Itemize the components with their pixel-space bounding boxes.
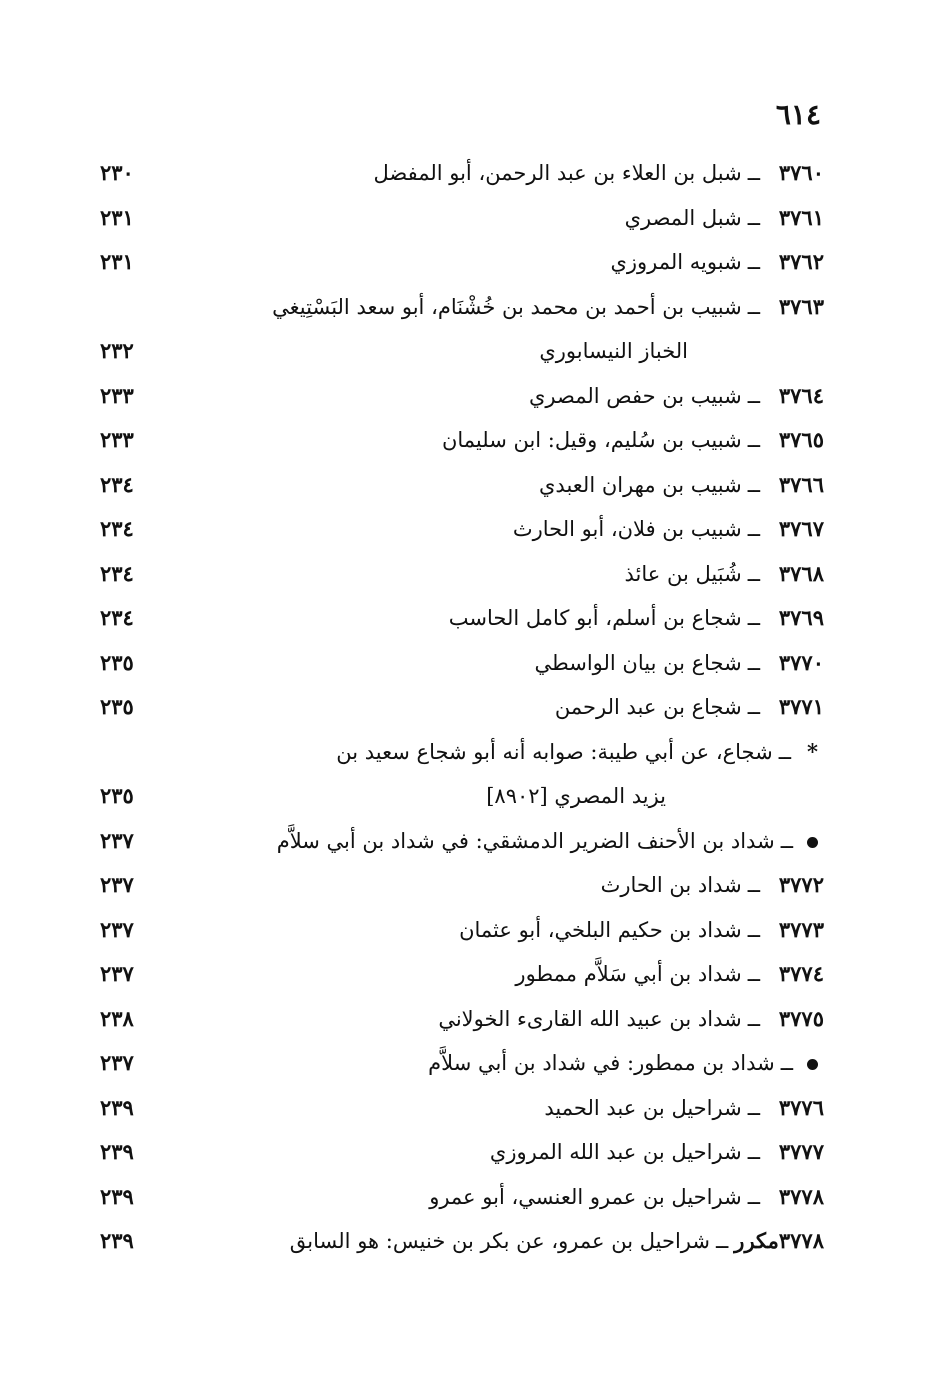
page-reference: ٢٣٧ <box>100 872 134 897</box>
page-number: ٦١٤ <box>775 98 821 131</box>
entry-dash: ــ <box>747 250 760 274</box>
entry-dash: ــ <box>780 828 793 853</box>
entry-dash: ــ <box>747 695 760 719</box>
asterisk-mark: * <box>807 738 818 764</box>
entry-text-line <box>94 603 824 633</box>
entry-dash: ــ <box>747 873 760 897</box>
entry-number: ٣٧٧١ <box>778 694 824 719</box>
index-row <box>0 1089 936 1134</box>
entry-dash: ــ <box>747 962 760 986</box>
entry-text-line <box>94 870 824 900</box>
entry-dash: ــ <box>747 1095 760 1120</box>
page-reference: ٢٣٣ <box>100 427 134 452</box>
entry-dash: ــ <box>747 606 760 630</box>
entry-text-line <box>94 648 824 678</box>
entry-dash: ــ <box>747 428 760 452</box>
entry-number: ٣٧٦٤ <box>778 382 824 408</box>
page-reference: ٢٣٨ <box>100 1005 134 1031</box>
page-reference: ٢٣٧ <box>100 961 134 986</box>
entry-number: ٣٧٦٣ <box>778 293 824 319</box>
entry-number: ٣٧٦٠ <box>778 160 824 185</box>
index-row <box>0 599 936 644</box>
index-row <box>0 644 936 689</box>
entry-text-line <box>94 1093 824 1123</box>
entry-dash: ــ <box>747 1184 760 1209</box>
entry-name: شبيب بن سُليم، وقيل: ابن سليمان <box>441 428 742 452</box>
entry-text-line <box>94 737 824 767</box>
entry-dash: ــ <box>747 1006 760 1031</box>
index-row <box>0 688 936 733</box>
entry-dash: ــ <box>747 205 760 230</box>
entry-dash: ــ <box>747 517 760 541</box>
entry-name: شجاع بن عبد الرحمن <box>554 695 742 719</box>
entry-dash: ــ <box>747 294 760 319</box>
entry-text-line <box>94 470 824 500</box>
entry-text-line <box>94 425 824 455</box>
page-reference: ٢٣٧ <box>100 916 134 942</box>
entry-text-line <box>94 915 824 945</box>
index-row <box>0 377 936 422</box>
index-row <box>0 555 936 600</box>
entry-text-line <box>94 203 824 233</box>
entry-dash: ــ <box>747 1140 760 1164</box>
entry-text-line <box>94 1226 824 1256</box>
page-reference: ٢٣٧ <box>100 827 134 853</box>
entry-name: شبيب بن حفص المصري <box>529 383 742 408</box>
entry-number: ٣٧٧٢ <box>778 872 824 897</box>
entry-dash: ــ <box>747 917 760 942</box>
index-row <box>0 288 936 333</box>
entry-name: شداد بن الأحنف الضرير الدمشقي: في شداد بن أبي سلاَّم <box>276 828 775 853</box>
entry-text-line <box>94 826 824 856</box>
entry-text-line <box>94 292 824 322</box>
entry-name: شجاع بن أسلم، أبو كامل الحاسب <box>448 606 742 630</box>
entry-dash: ــ <box>747 161 760 185</box>
entry-name: شبل بن العلاء بن عبد الرحمن، أبو المفضل <box>373 161 742 185</box>
entry-number: ٣٧٦٧ <box>778 516 824 541</box>
page-reference: ٢٣٧ <box>100 1050 134 1075</box>
entry-number: ٣٧٦٩ <box>778 605 824 630</box>
page-reference: ٢٣٩ <box>100 1228 134 1253</box>
entry-number: ٣٧٧٨ <box>778 1183 824 1209</box>
entry-name: شبيب بن مهران العبدي <box>539 472 742 497</box>
entry-name: شبيب بن أحمد بن محمد بن خُشْنَام، أبو سعد البَسْتِيغي <box>272 294 742 319</box>
entry-number: ٣٧٧٥ <box>778 1005 824 1031</box>
page-reference: ٢٣٩ <box>100 1139 134 1164</box>
page-reference: ٢٣١ <box>100 204 134 230</box>
entry-name: شراحيل بن عمرو العنسي، أبو عمرو <box>429 1184 742 1209</box>
entry-number: ٣٧٦٢ <box>778 249 824 274</box>
page-reference: ٢٣٢ <box>100 338 134 363</box>
index-row <box>0 911 936 956</box>
index-row <box>0 332 936 377</box>
entry-text-line <box>94 959 824 989</box>
entry-text-line <box>94 559 824 589</box>
entry-number: ٣٧٧٦ <box>778 1094 824 1120</box>
entry-name: شداد بن عبيد الله القارىء الخولاني <box>438 1006 742 1031</box>
index-row <box>0 421 936 466</box>
index-row <box>0 199 936 244</box>
entry-text-line <box>94 247 824 277</box>
index-row <box>0 1178 936 1223</box>
page-reference: ٢٣٤ <box>100 516 134 541</box>
entry-dash: ــ <box>780 1051 793 1075</box>
entry-continuation: الخباز النيسابوري <box>539 339 688 363</box>
entry-text-line <box>94 1182 824 1212</box>
page-reference: ٢٣٥ <box>100 694 134 719</box>
entry-text-line <box>94 692 824 722</box>
entry-name: شراحيل بن عبد الحميد <box>544 1095 742 1120</box>
index-row <box>0 1044 936 1089</box>
entry-dash: ــ <box>715 1229 729 1253</box>
entry-continuation: يزيد المصري [٨٩٠٢] <box>486 784 666 808</box>
entry-text-line <box>94 1004 824 1034</box>
index-row <box>0 955 936 1000</box>
entry-number: ٣٧٦٦ <box>778 471 824 497</box>
entry-number: ٣٧٧٣ <box>778 916 824 942</box>
index-row <box>0 1000 936 1045</box>
entry-text-line <box>94 381 824 411</box>
entry-text-line <box>94 158 824 188</box>
page-reference: ٢٣١ <box>100 249 134 274</box>
index-row <box>0 243 936 288</box>
page-reference: ٢٣٩ <box>100 1094 134 1120</box>
page-reference: ٢٣٤ <box>100 605 134 630</box>
entry-name: شبويه المروزي <box>610 250 742 274</box>
bullet-icon <box>807 837 818 848</box>
entry-name: شُبَيل بن عائذ <box>624 561 742 586</box>
page-reference: ٢٣٩ <box>100 1183 134 1209</box>
entry-name: شجاع بن بيان الواسطي <box>534 650 742 675</box>
page-reference: ٢٣٠ <box>100 160 134 185</box>
index-row <box>0 154 936 199</box>
page-reference: ٢٣٥ <box>100 649 134 675</box>
entry-name: شراحيل بن عبد الله المروزي <box>489 1140 742 1164</box>
entry-text-line <box>94 514 824 544</box>
entry-number: ٣٧٦٨ <box>778 560 824 586</box>
index-row <box>0 1222 936 1267</box>
entry-name: شداد بن ممطور: في شداد بن أبي سلاَّم <box>428 1051 775 1075</box>
index-list <box>0 154 936 1267</box>
index-row <box>0 822 936 867</box>
entry-text-line <box>94 1048 824 1078</box>
entry-name: شبيب بن فلان، أبو الحارث <box>512 517 742 541</box>
entry-number: ٣٧٧٤ <box>778 961 824 986</box>
entry-number: ٣٧٧٨مكرر <box>734 1228 824 1253</box>
index-row <box>0 866 936 911</box>
entry-number: ٣٧٦٥ <box>778 427 824 452</box>
page-reference: ٢٣٥ <box>100 783 134 808</box>
bullet-icon <box>807 1059 818 1070</box>
entry-name: شداد بن حكيم البلخي، أبو عثمان <box>459 917 742 942</box>
entry-number: ٣٧٧٠ <box>778 649 824 675</box>
index-row <box>0 733 936 778</box>
entry-name: شداد بن أبي سَلاَّم ممطور <box>515 962 742 986</box>
entry-name: شراحيل بن عمرو، عن بكر بن خنيس: هو السابق <box>289 1229 710 1253</box>
page-reference: ٢٣٣ <box>100 382 134 408</box>
index-row <box>0 1133 936 1178</box>
entry-name: شجاع، عن أبي طيبة: صوابه أنه أبو شجاع سعيد بن <box>336 739 773 764</box>
index-row <box>0 466 936 511</box>
entry-name: شداد بن الحارث <box>600 873 742 897</box>
entry-dash: ــ <box>747 383 760 408</box>
entry-dash: ــ <box>747 472 760 497</box>
entry-dash: ــ <box>778 739 792 764</box>
entry-dash: ــ <box>747 561 760 586</box>
index-row <box>0 777 936 822</box>
page-reference: ٢٣٤ <box>100 560 134 586</box>
index-row <box>0 510 936 555</box>
entry-name: شبل المصري <box>624 205 742 230</box>
entry-text-line <box>94 1137 824 1167</box>
entry-number: ٣٧٦١ <box>778 204 824 230</box>
entry-dash: ــ <box>747 650 760 675</box>
entry-number: ٣٧٧٧ <box>778 1139 824 1164</box>
page-reference: ٢٣٤ <box>100 471 134 497</box>
